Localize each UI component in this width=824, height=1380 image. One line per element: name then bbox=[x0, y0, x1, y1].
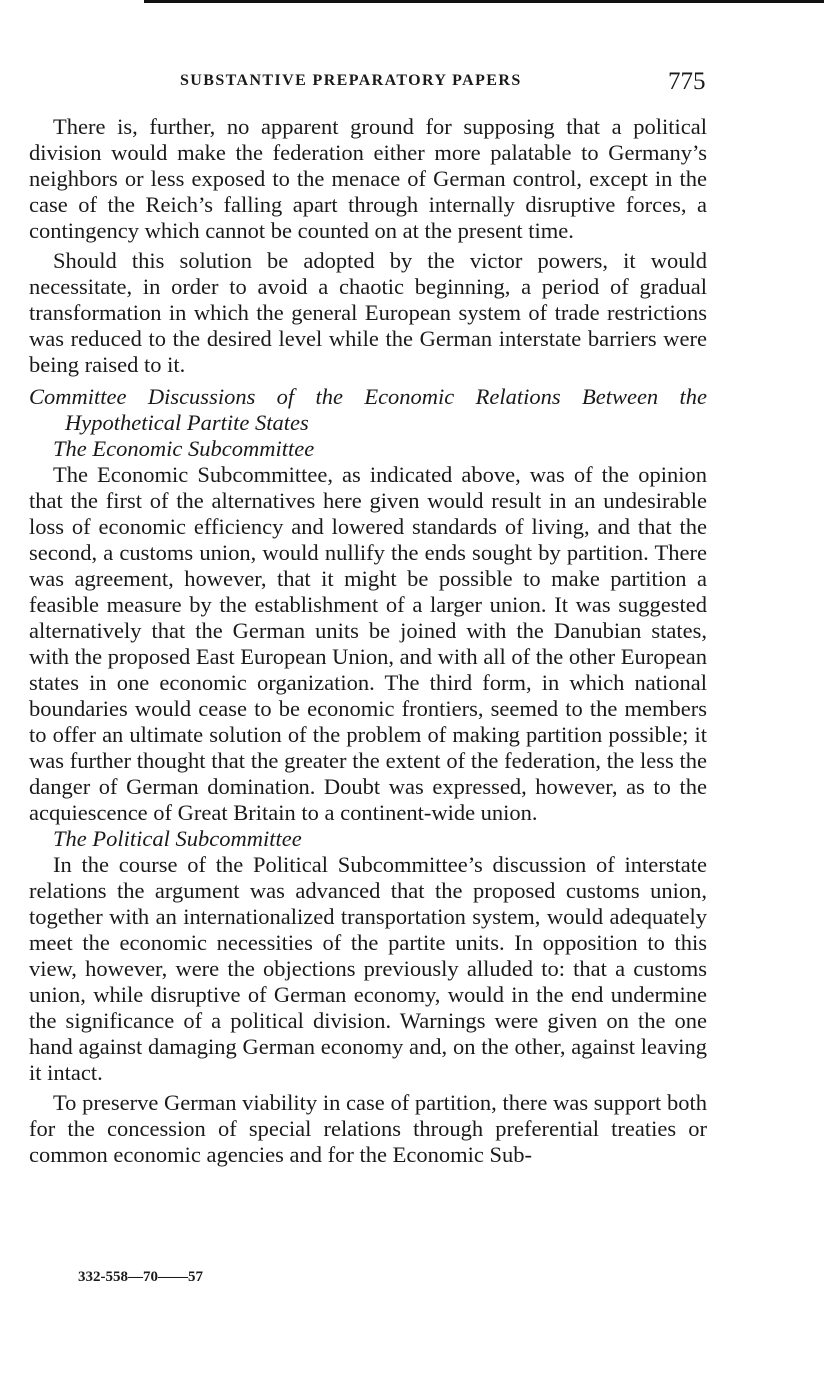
paragraph-political-subcommittee: In the course of the Political Subcommittee’s discussion of interstate relations the argument was advanced that the proposed customs union, together with an internationalized transportation system, would adequately meet the economic necessities of the partite units. In opposition to this view, however, were the objections previously alluded to: that a customs union, while disruptive of German economy, would in the end undermine the significance of a political division. Warnings were given on the one hand against damaging German economy and, on the other, against leaving it intact. bbox=[29, 852, 707, 1085]
page-number: 775 bbox=[668, 68, 706, 95]
paragraph-german-viability: To preserve German viability in case of partition, there was support both for the concession of special relations through preferential treaties or common economic agencies and for the Economic Sub- bbox=[29, 1090, 707, 1167]
subheading-political-subcommittee: The Political Subcommittee bbox=[53, 826, 302, 851]
top-rule bbox=[144, 0, 824, 3]
running-head-title: SUBSTANTIVE PREPARATORY PAPERS bbox=[180, 72, 522, 89]
section-heading: Committee Discussions of the Economic Relations Between the Hypothetical Partite States bbox=[29, 384, 707, 435]
paragraph-economic-subcommittee: The Economic Subcommittee, as indicated above, was of the opinion that the first of the alternatives here given would result in an undesirable loss of economic efficiency and lowered standards of living, and that the second, a customs union, would nullify the ends sought by partition. There was agreement, however, that it might be possible to make partition a feasible measure by the establishment of a larger union. It was suggested alternatively that the German units be joined with the Danubian states, with the proposed East European Union, and with all of the other European states in one economic organization. The third form, in which national boundaries would cease to be economic frontiers, seemed to the members to offer an ultimate solution of the problem of making partition possible; it was further thought that the greater the extent of the federation, the less the danger of German domination. Doubt was expressed, however, as to the acquiescence of Great Britain to a continent-wide union. bbox=[29, 462, 707, 825]
subheading-economic-subcommittee: The Economic Subcommittee bbox=[53, 436, 315, 461]
paragraph-political-division: There is, further, no apparent ground for supposing that a political division would make the federation either more palatable to Germany’s neighbors or less exposed to the menace of German control, except in the case of the Reich’s falling apart through internally disruptive forces, a contingency which cannot be counted on at the present time. bbox=[29, 114, 707, 243]
body-text bbox=[29, 114, 707, 1168]
print-code: 332-558—70——57 bbox=[78, 1269, 203, 1285]
paragraph-solution-adopted: Should this solution be adopted by the victor powers, it would necessitate, in order to avoid a chaotic beginning, a period of gradual transformation in which the general European system of trade restrictions was reduced to the desired level while the German interstate barriers were being raised to it. bbox=[29, 248, 707, 377]
running-head bbox=[0, 68, 824, 98]
